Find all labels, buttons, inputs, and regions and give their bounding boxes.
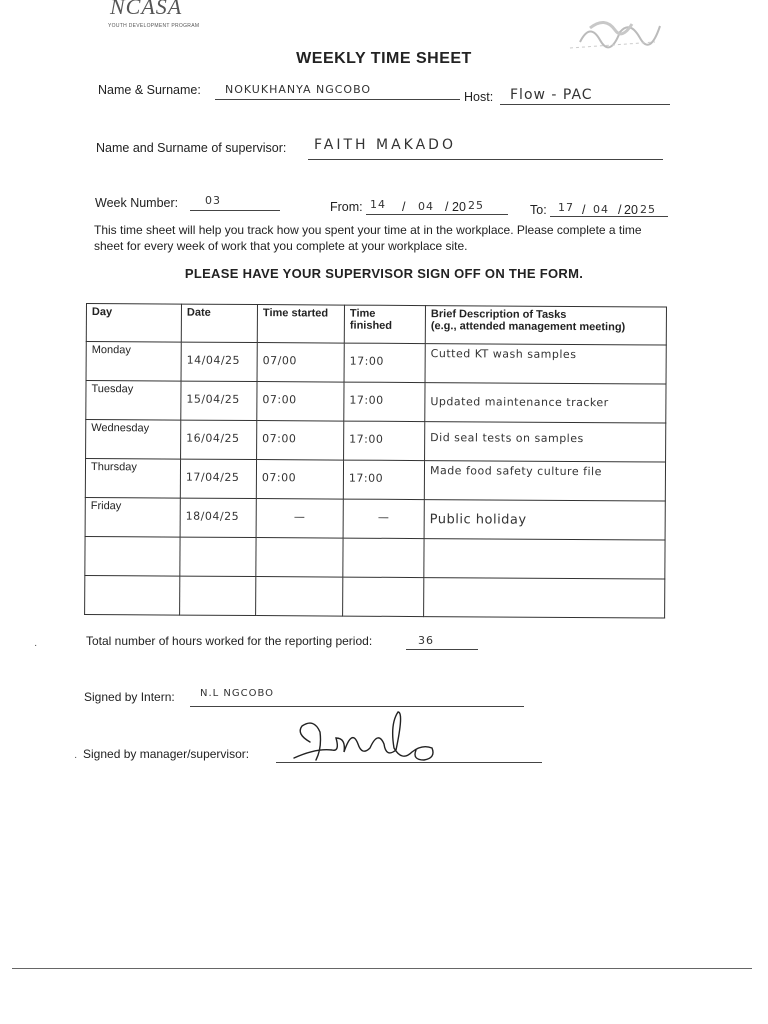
host-value: Flow - PAC [510, 87, 593, 103]
row-day: Monday [86, 342, 181, 382]
total-line [406, 649, 478, 650]
scan-speck: · [74, 752, 78, 763]
header-time-started: Time started [257, 305, 344, 344]
row-start: 07:00 [262, 432, 297, 446]
row-day: Wednesday [86, 420, 181, 460]
row-date: 18/04/25 [185, 509, 240, 523]
row-task: Did seal tests on samples [430, 431, 584, 446]
to-line [550, 216, 668, 217]
row-date-cell [181, 342, 257, 381]
row-start-cell [257, 421, 344, 461]
header-time-finished-text: Time finished [349, 307, 393, 332]
manager-label: Signed by manager/supervisor: [83, 747, 250, 761]
intern-label: Signed by Intern: [84, 690, 175, 704]
table-row [86, 342, 666, 385]
header-date: Date [181, 304, 257, 342]
row-finish-cell [343, 499, 424, 538]
intern-value: N.L NGCOBO [200, 688, 275, 699]
table-row [86, 420, 666, 463]
header-day: Day [86, 304, 181, 343]
supervisor-line [308, 159, 663, 160]
table-row-empty [85, 575, 665, 618]
to-slash-1: / [582, 203, 586, 217]
row-task: Made food safety culture file [429, 464, 602, 479]
row-task: Public holiday [429, 512, 527, 528]
empty-cell [424, 539, 665, 579]
row-finish: 17:00 [349, 432, 384, 446]
row-start: 07/00 [262, 354, 297, 368]
row-finish-cell [343, 460, 424, 499]
manager-signature [286, 708, 442, 772]
row-start-cell [257, 382, 344, 422]
empty-cell [256, 538, 343, 578]
header-description [425, 306, 666, 345]
name-label: Name & Surname: [98, 83, 201, 97]
row-date-cell [181, 381, 257, 420]
row-task-cell [425, 344, 666, 384]
logo-subtitle: YOUTH DEVELOPMENT PROGRAM [108, 23, 200, 29]
from-year-suffix: 25 [468, 199, 484, 212]
row-date-cell [181, 420, 257, 459]
logo-text: NCASA [110, 0, 183, 19]
from-year-prefix: 20 [452, 200, 466, 214]
week-line [190, 210, 280, 211]
row-day: Tuesday [86, 381, 181, 421]
supervisor-notice: PLEASE HAVE YOUR SUPERVISOR SIGN OFF ON THE FORM. [184, 266, 584, 281]
from-slash-1: / [402, 200, 406, 214]
scan-speck: · [34, 640, 38, 651]
from-day: 14 [370, 198, 386, 211]
name-value: NOKUKHANYA NGCOBO [225, 83, 372, 96]
row-task-cell [424, 500, 665, 540]
table-row [86, 381, 666, 424]
to-year-prefix: 20 [624, 203, 638, 217]
row-finish-cell [344, 421, 425, 460]
row-start: 07:00 [262, 393, 297, 407]
timesheet-table [84, 303, 667, 619]
total-value: 36 [418, 634, 434, 647]
row-finish-cell [344, 382, 425, 421]
row-finish: 17:00 [349, 393, 384, 407]
empty-cell [424, 578, 665, 618]
host-label: Host: [464, 90, 494, 104]
row-day: Friday [85, 497, 180, 537]
page-title: WEEKLY TIME SHEET [296, 50, 472, 67]
row-task-cell [424, 461, 665, 501]
row-day: Thursday [85, 459, 180, 499]
footer-rule [12, 968, 752, 969]
from-label: From: [330, 200, 363, 214]
from-slash-2: / [445, 200, 449, 214]
row-finish-cell [344, 343, 425, 382]
header-time-finished [344, 305, 425, 343]
empty-cell [256, 577, 343, 617]
row-start-cell [256, 499, 343, 539]
to-year-suffix: 25 [640, 203, 656, 216]
empty-cell [343, 538, 424, 577]
stamp-mark [560, 12, 670, 52]
table-row-empty [85, 536, 665, 579]
table-row [85, 459, 665, 502]
row-date-cell [180, 498, 256, 537]
empty-cell [343, 577, 424, 616]
row-start: 07:00 [261, 471, 297, 485]
intro-paragraph: This time sheet will help you track how you spent your time at in the workplace. Please complete a time sheet for every week of work that you complete at your workplace site. [94, 223, 642, 253]
header-description-line2: (e.g., attended management meeting) [430, 320, 626, 334]
week-label: Week Number: [95, 196, 179, 210]
row-start-cell [257, 343, 344, 383]
from-line [366, 214, 508, 215]
table-header-row [86, 304, 666, 346]
empty-cell [180, 576, 256, 615]
intern-line [190, 706, 524, 707]
table-row [85, 497, 665, 540]
row-date-cell [180, 459, 256, 498]
empty-cell [85, 536, 180, 576]
row-task: Updated maintenance tracker [430, 395, 609, 410]
name-line [215, 99, 460, 100]
row-date: 16/04/25 [186, 431, 240, 445]
row-finish: — [377, 510, 390, 524]
to-slash-2: / [618, 203, 622, 217]
to-month: 04 [593, 203, 609, 216]
empty-cell [85, 575, 180, 615]
row-finish: 17:00 [348, 471, 384, 485]
row-start: — [293, 510, 306, 524]
host-line [500, 104, 670, 105]
total-label: Total number of hours worked for the reporting period: [86, 634, 373, 648]
header-description-line1: Brief Description of Tasks [430, 308, 567, 321]
row-date: 17/04/25 [185, 470, 240, 484]
supervisor-value: FAITH MAKADO [314, 137, 456, 153]
row-start-cell [256, 460, 343, 500]
row-finish: 17:00 [349, 354, 384, 368]
supervisor-label: Name and Surname of supervisor: [96, 141, 287, 155]
row-task-cell [425, 383, 666, 423]
row-task: Cutted KT wash samples [430, 347, 577, 361]
week-value: 03 [205, 194, 221, 207]
row-date: 14/04/25 [186, 353, 241, 367]
to-day: 17 [558, 201, 574, 214]
to-label: To: [530, 203, 547, 217]
row-task-cell [425, 422, 666, 462]
from-month: 04 [418, 200, 434, 213]
row-date: 15/04/25 [186, 392, 240, 406]
empty-cell [180, 537, 256, 576]
